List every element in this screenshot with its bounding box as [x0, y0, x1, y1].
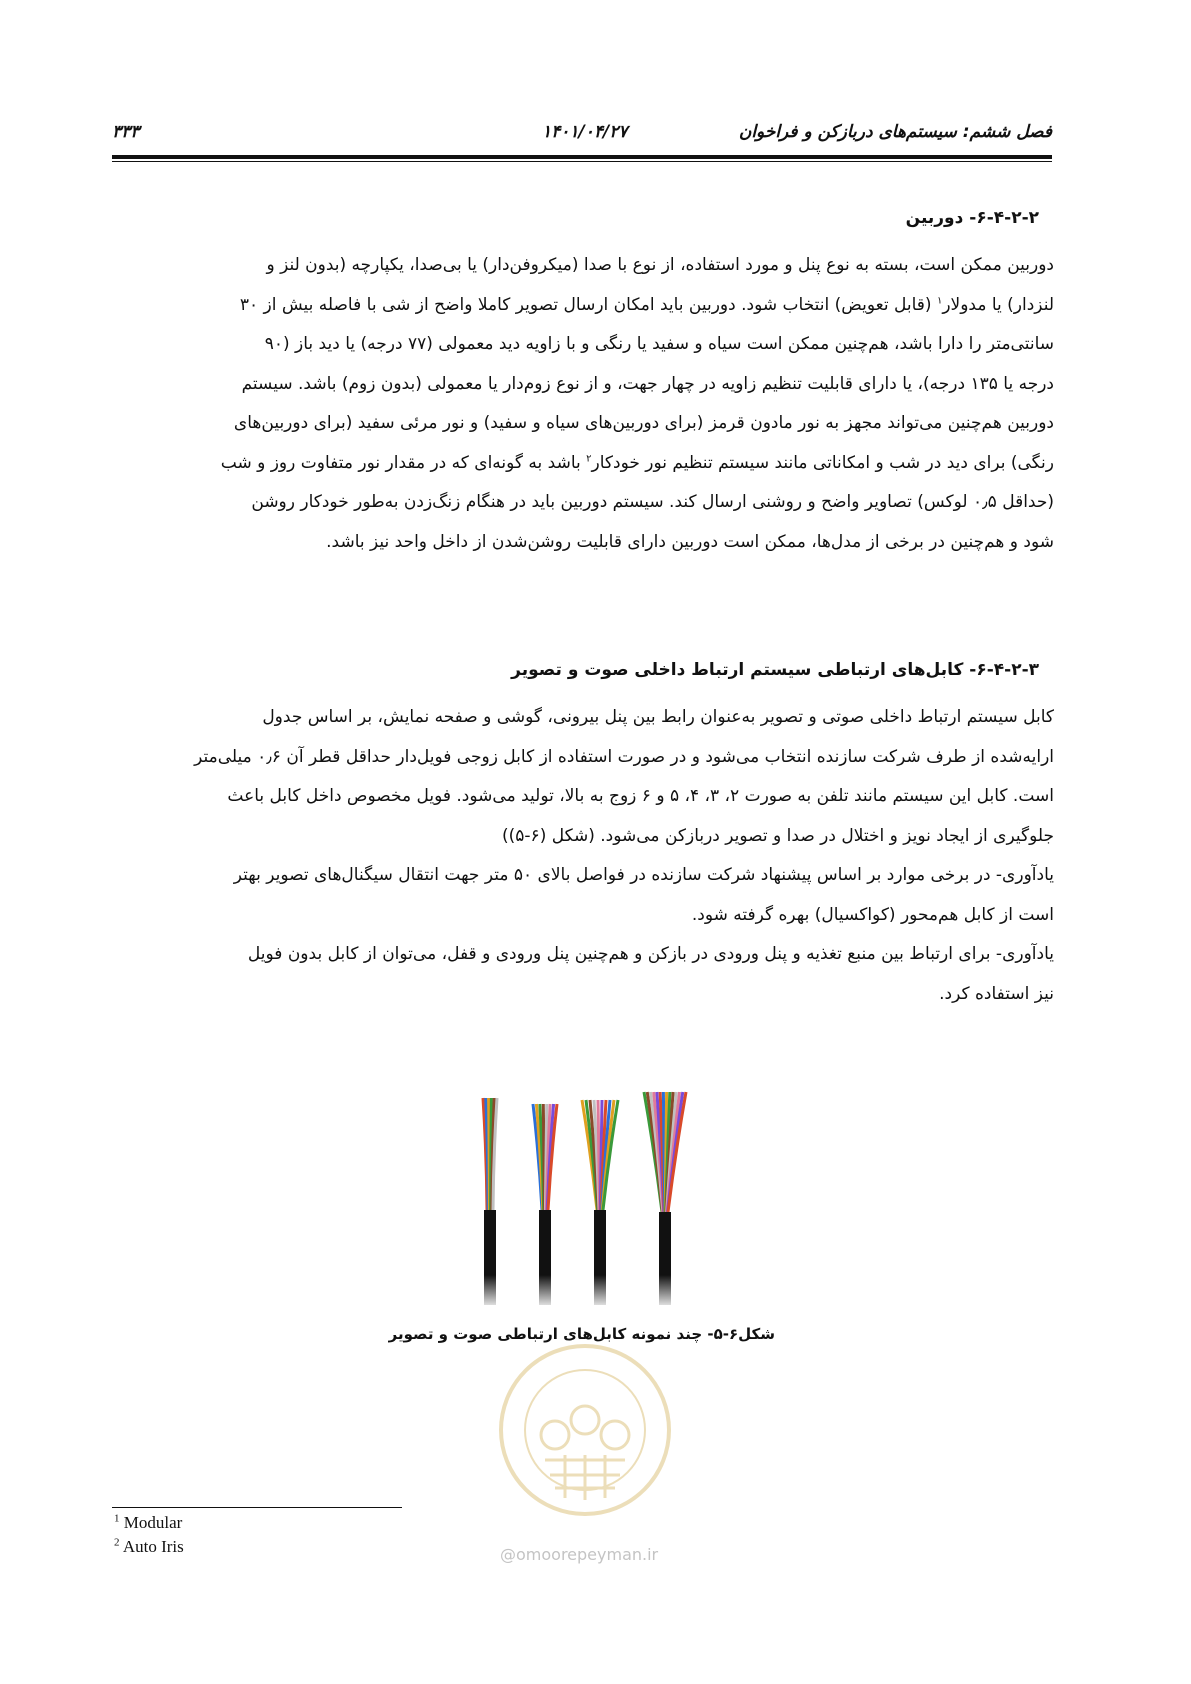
cable-figure [470, 1090, 700, 1305]
text-line: لنزدار) یا مدولار$^۱$ (قابل تعویض) انتخاب شود. دوربین باید امکان ارسال تصویر کاملا واضح از شی با فاصله بیش از ۳۰ [239, 294, 1054, 315]
footnote-ref-1: ۱ [936, 294, 943, 306]
text-line: یادآوری- در برخی موارد بر اساس پیشنهاد شرکت سازنده در فواصل بالای ۵۰ متر جهت انتقال سیگنال‌های تصویر بهتر [233, 865, 1054, 885]
text-line: دوربین ممکن است، بسته به نوع پنل و مورد استفاده، از نوع با صدا (میکروفن‌دار) یا بی‌صدا، یکپارچه (بدون لنز و [266, 255, 1054, 275]
text-line: یادآوری- برای ارتباط بین منبع تغذیه و پنل ورودی در بازکن و هم‌چنین پنل ورودی و قفل، می‌توان از کابل بدون فویل [247, 944, 1054, 964]
text-line: سانتی‌متر را دارا باشد، هم‌چنین ممکن است سیاه و سفید یا رنگی و با زاویه دید معمولی (۷۷ درجه) یا دید باز (۹۰ [264, 334, 1054, 354]
page-number: ۳۳۳ [112, 122, 140, 142]
figure-fade [470, 1275, 700, 1310]
watermark-logo [495, 1340, 675, 1520]
page-header [112, 118, 1052, 148]
text-line: کابل سیستم ارتباط داخلی صوتی و تصویر به‌عنوان رابط بین پنل بیرونی، گوشی و صفحه نمایش، بر اساس جدول [262, 707, 1054, 727]
section-heading-camera: ۶-۴-۲-۲- دوربین [905, 208, 1039, 228]
footnote-1: $^1$ Modular [114, 1512, 183, 1532]
text-line: دوربین هم‌چنین می‌تواند مجهز به نور مادون قرمز (برای دوربین‌های سیاه و سفید) و نور مرئی سفید (برای دوربین‌های [233, 413, 1054, 433]
text-line: شود و هم‌چنین در برخی از مدل‌ها، ممکن است دوربین دارای قابلیت روشن‌شدن از داخل واحد نیز باشد. [326, 531, 1054, 552]
footnote-ref-2: ۲ [586, 452, 592, 464]
chapter-title: فصل ششم: سیستم‌های دربازکن و فراخوان [738, 122, 1052, 142]
footnote-rule [112, 1507, 402, 1508]
header-rule-thin [112, 161, 1052, 162]
footnote-2: $^2$ Auto Iris [114, 1536, 184, 1556]
text-line: است از کابل هم‌محور (کواکسیال) بهره گرفته شود. [691, 904, 1054, 925]
text-line: درجه یا ۱۳۵ درجه)، یا دارای قابلیت تنظیم زاویه در چهار جهت، و از نوع زوم‌دار یا معمولی (بدون زوم) باشد. سیستم [241, 373, 1054, 394]
text-line: جلوگیری از ایجاد نویز و اختلال در صدا و تصویر دربازکن می‌شود. (شکل (۶-۵)) [502, 825, 1054, 846]
header-date: ۱۴۰۱/۰۴/۲۷ [542, 122, 628, 142]
header-rule-thick [112, 155, 1052, 159]
cable-bundle [644, 1092, 686, 1305]
text-line: است. کابل این سیستم مانند تلفن به صورت ۲، ۳، ۴، ۵ و ۶ زوج به بالا، تولید می‌شود. فویل مخصوص داخل کابل باعث [227, 786, 1054, 806]
text-line: نیز استفاده کرد. [939, 983, 1054, 1004]
cables-paragraph [117, 698, 1054, 1014]
camera-paragraph [117, 246, 1054, 562]
cable-samples-image [470, 1090, 700, 1305]
section-heading-cables: ۶-۴-۲-۳- کابل‌های ارتباطی سیستم ارتباط داخلی صوت و تصویر [511, 660, 1039, 680]
text-line: ارایه‌شده از طرف شرکت سازنده انتخاب می‌شود و در صورت استفاده از کابل زوجی فویل‌دار حداقل قطر آن ۰٫۶ میلی‌متر [194, 746, 1054, 767]
cable-bundle [483, 1098, 497, 1305]
text-line: (حداقل ۰٫۵ لوکس) تصاویر واضح و روشنی ارسال کند. سیستم دوربین باید در هنگام زنگ‌زدن به‌طور خودکار روشن [251, 492, 1054, 512]
watermark-url: @omoorepeyman.ir [500, 1545, 659, 1564]
text-line: رنگی) برای دید در شب و امکاناتی مانند سیستم تنظیم نور خودکار$^۲$ باشد به گونه‌ای که در مقدار نور متفاوت روز و شب [220, 452, 1054, 473]
figure-caption: شکل۶-۵- چند نمونه کابل‌های ارتباطی صوت و تصویر [388, 1325, 775, 1343]
